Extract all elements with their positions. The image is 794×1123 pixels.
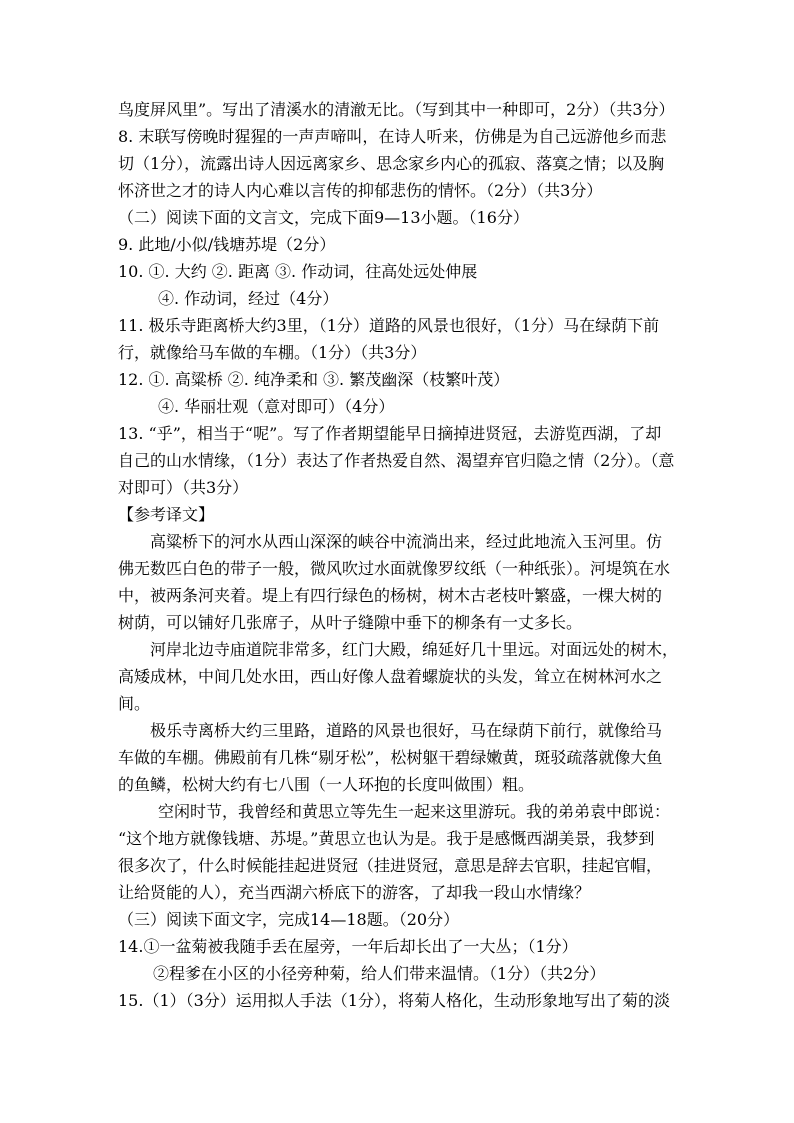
text-line: ④. 华丽壮观（意对即可）（4分） xyxy=(158,397,395,416)
text-line: ④. 作动词，经过（4分） xyxy=(158,289,339,308)
text-line: 鸟度屏风里”。写出了清溪水的清澈无比。（写到其中一种即可，2分）（共3分） xyxy=(118,100,675,119)
text-line: 14.①一盆菊被我随手丢在屋旁，一年后却长出了一大丛；（1分） xyxy=(118,937,578,956)
text-line: 切（1分），流露出诗人因远离家乡、思念家乡内心的孤寂、落寞之情；以及胸 xyxy=(118,154,665,173)
text-line: 13. “乎”，相当于“呢”。写了作者期望能早日摘掉进贤冠，去游览西湖，了却 xyxy=(118,424,662,443)
text-line: 11. 极乐寺距离桥大约3里，（1分）道路的风景也很好，（1分）马在绿荫下前 xyxy=(118,316,660,335)
section-heading: （二）阅读下面的文言文，完成下面9—13小题。（16分） xyxy=(118,208,529,227)
text-line: 树荫，可以铺好几张席子，从叶子缝隙中垂下的柳条有一丈多长。 xyxy=(118,613,583,632)
text-line: 8. 末联写傍晚时猩猩的一声声啼叫，在诗人听来，仿佛是为自己远游他乡而悲 xyxy=(118,127,667,146)
text-line: 15.（1）（3分）运用拟人手法（1分），将菊人格化，生动形象地写出了菊的淡 xyxy=(118,991,670,1010)
text-line: 行，就像给马车做的车棚。（1分）（共3分） xyxy=(118,343,427,362)
text-line: 对即可）（共3分） xyxy=(118,478,249,497)
text-line: 怀济世之才的诗人内心难以言传的抑郁悲伤的情怀。（2分）（共3分） xyxy=(118,181,603,200)
text-line: 车做的车棚。佛殿前有几株“剔牙松”，松树躯干碧绿嫩黄，斑驳疏落就像大鱼 xyxy=(118,748,663,767)
text-line: 高矮成林，中间几处水田，西山好像人盘着螺旋状的头发，耸立在树林河水之 xyxy=(118,667,663,686)
text-line: 很多次了，什么时候能挂起进贤冠（挂进贤冠，意思是辞去官职，挂起官帽， xyxy=(118,856,663,875)
text-line: “这个地方就像钱塘、苏堤。”黄思立也认为是。我于是感慨西湖美景，我梦到 xyxy=(118,829,655,848)
section-heading: 【参考译文】 xyxy=(118,505,215,524)
paragraph-first-line: 空闲时节，我曾经和黄思立等先生一起来这里游玩。我的弟弟袁中郎说： xyxy=(158,802,671,821)
paragraph-first-line: 河岸北边寺庙道院非常多，红门大殿，绵延好几十里远。对面远处的树木， xyxy=(150,640,679,659)
text-line: 9. 此地/小似/钱塘苏堤（2分） xyxy=(118,235,336,254)
text-line: 让给贤能的人），充当西湖六桥底下的游客，了却我一段山水情缘？ xyxy=(118,883,591,902)
text-line: 10. ①. 大约 ②. 距离 ③. 作动词，往高处远处伸展 xyxy=(118,262,478,281)
text-line: 间。 xyxy=(118,694,151,713)
section-heading: （三）阅读下面文字，完成14—18题。（20分） xyxy=(118,910,460,929)
text-line: 12. ①. 高粱桥 ②. 纯净柔和 ③. 繁茂幽深（枝繁叶茂） xyxy=(118,370,510,389)
text-line: 佛无数匹白色的带子一般，微风吹过水面就像罗纹纸（一种纸张）。河堤筑在水 xyxy=(118,559,671,578)
paragraph-first-line: 高粱桥下的河水从西山深深的峡谷中流淌出来，经过此地流入玉河里。仿 xyxy=(150,532,663,551)
text-line: ②程爹在小区的小径旁种菊，给人们带来温情。（1分）（共2分） xyxy=(153,964,606,983)
paragraph-first-line: 极乐寺离桥大约三里路，道路的风景也很好，马在绿荫下前行，就像给马 xyxy=(150,721,663,740)
text-line: 自己的山水情缘，（1分）表达了作者热爱自然、渴望弃官归隐之情（2分）。（意 xyxy=(118,451,675,470)
text-line: 的鱼鳞，松树大约有七八围（一人环抱的长度叫做围）粗。 xyxy=(118,775,535,794)
text-line: 中，被两条河夹着。堤上有四行绿色的杨树，树木古老枝叶繁盛，一棵大树的 xyxy=(118,586,663,605)
document-body xyxy=(118,96,680,1014)
